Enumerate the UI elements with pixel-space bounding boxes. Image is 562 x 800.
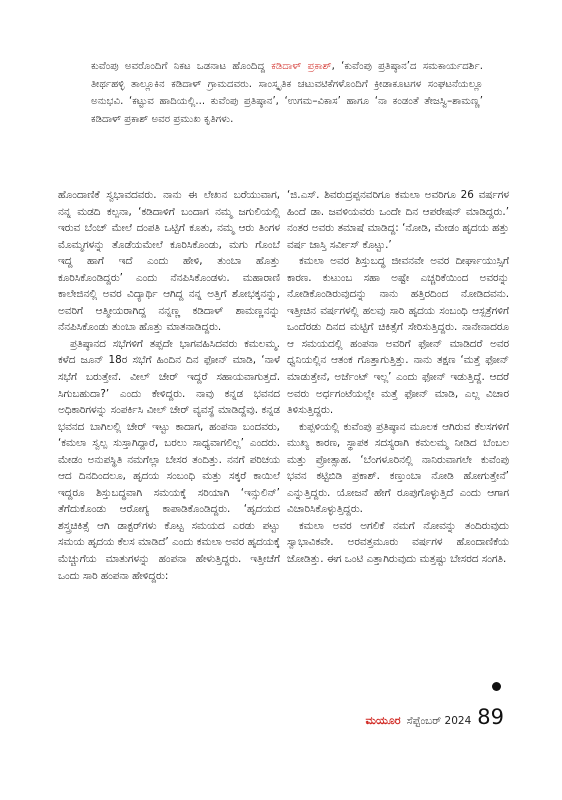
paragraph: ಹೊಂದಾಣಿಕೆ ಸ್ವಭಾವದವರು. ನಾನು ಈ ಲೇಖನ ಬರೆಯುವಾಗ, ನನ್ನ ಮಡದಿ ಕಲ್ಪನಾ, ‘ಕಡಿದಾಳಿಗೆ ಬಂದಾಗ ನಮ್ಮ ಜಗುಲಿಯಲ್ಲಿ ಇರುವ ಬೆಂಚ್ ಮೇಲೆ ದಂಪತಿ ಒಟ್ಟಿಗೆ ಕೂತು, ನಮ್ಮ ಆರು ತಿಂಗಳ ಮೊಮ್ಮಗಳನ್ನು ತೊಡೆಯಮೇಲೆ ಕೂರಿಸಿಕೊಂಡು, ಮಗು ಗೊಂಬೆ ಇದ್ದ ಹಾಗೆ ಇದೆ ಎಂದು ಹೇಳಿ, ತುಂಬಾ ಹೊತ್ತು ಕೂರಿಸಿಕೊಂಡಿದ್ದರು’ ಎಂದು ನೆನಪಿಸಿಕೊಂಡಳು. ಮಹಾರಾಣಿ ಕಾಲೇಜಿನಲ್ಲಿ ಅವರ ವಿದ್ಯಾರ್ಥಿ ಆಗಿದ್ದ ನನ್ನ ಅತ್ತಿಗೆ ಶೋಭಕ್ಕನನ್ನು, ಅವರಿಗೆ ಆತ್ಮೀಯರಾಗಿದ್ದ ನನ್ನಣ್ಣ ಕಡಿದಾಳ್ ಶಾಮಣ್ಣನನ್ನು ನೆನಪಿಸಿಕೊಂಡು ತುಂಬಾ ಹೊತ್ತು ಮಾತನಾಡಿದ್ದರು.: [58, 189, 280, 334]
end-of-article-bullet: [492, 682, 501, 691]
page-footer: [365, 705, 504, 729]
right-column: [287, 187, 509, 568]
author-name: ಕಡಿದಾಳ್ ಪ್ರಕಾಶ್: [271, 61, 332, 72]
paragraph: ಕುಪ್ಪಳಿಯಲ್ಲಿ ಕುವೆಂಪು ಪ್ರತಿಷ್ಠಾನ ಮೂಲಕ ಆಗಿರುವ ಕೆಲಸಗಳಿಗೆ ಮುಖ್ಯ ಕಾರಣ, ಸ್ಥಾಪಕ ಸದಸ್ಯರಾಗಿ ಕಮಲಮ್ಮ ನೀಡಿದ ಬೆಂಬಲ ಮತ್ತು ಪ್ರೋತ್ಸಾಹ. ‘ಬೆಂಗಳೂರಿನಲ್ಲಿ ನಾನಿರುವಾಗಲೇ ಕುವೆಂಪು ಭವನ ಕಟ್ಟಿಬಿಡಿ ಪ್ರಕಾಶ್. ಕಣ್ತುಂಬಾ ನೋಡಿ ಹೋಗುತ್ತೇನೆ’ ಎನ್ನುತ್ತಿದ್ದರು. ಯೋಜನೆ ಹೇಗೆ ರೂಪುಗೊಳ್ಳುತ್ತಿದೆ ಎಂದು ಆಗಾಗ ವಿಚಾರಿಸಿಕೊಳ್ಳುತ್ತಿದ್ದರು.: [287, 420, 509, 516]
left-column: [58, 187, 280, 584]
bio-lead: ಕುವೆಂಪು ಅವರೊಂದಿಗೆ ನಿಕಟ ಒಡನಾಟ ಹೊಂದಿದ್ದ: [91, 61, 272, 72]
paragraph: ಕಮಲಾ ಅವರ ಶಿಸ್ತುಬದ್ಧ ಜೀವನವೇ ಅವರ ದೀರ್ಘಾಯುಸ್ಸಿಗೆ ಕಾರಣ. ಕುಟುಂಬ ಸಹಾ ಅಷ್ಟೇ ಎಚ್ಚರಿಕೆಯಿಂದ ಅವರನ್ನು ನೋಡಿಕೊಂಡಿರುವುದನ್ನು ನಾನು ಹತ್ತಿರದಿಂದ ನೋಡಿದವನು. ಇತ್ತೀಚಿನ ವರ್ಷಗಳಲ್ಲಿ ಹಲವು ಸಾರಿ ಹೃದಯ ಸಂಬಂಧಿ ಆಸ್ಪತ್ರೆಗಳಿಗೆ ಒಂದೆರಡು ದಿನದ ಮಟ್ಟಿಗೆ ಚಿಕಿತ್ಸೆಗೆ ಸೇರಿಸುತ್ತಿದ್ದರು. ನಾನೇನಾದರೂ ಆ ಸಮಯದಲ್ಲಿ ಹಂಪನಾ ಅವರಿಗೆ ಫೋನ್ ಮಾಡಿದರೆ ಅವರ ಧ್ವನಿಯಲ್ಲಿನ ಆತಂಕ ಗೊತ್ತಾಗುತ್ತಿತ್ತು. ನಾನು ತಕ್ಷಣ ‘ಮತ್ತೆ ಫೋನ್ ಮಾಡುತ್ತೇನೆ, ಅರ್ಜೆಂಟ್ ಇಲ್ಲ’ ಎಂದು ಫೋನ್ ಇಡುತ್ತಿದ್ದೆ. ಆದರೆ ಅವರು ಅರ್ಧಗಂಟೆಯಲ್ಲೇ ಮತ್ತೆ ಫೋನ್ ಮಾಡಿ, ಎಲ್ಲ ವಿಚಾರ ತಿಳಿಸುತ್ತಿದ್ದರು.: [287, 255, 509, 417]
paragraph: ‘ಜಿ.ಎಸ್. ಶಿವರುದ್ರಪ್ಪನವರಿಗೂ ಕಮಲಾ ಅವರಿಗೂ 26 ವರ್ಷಗಳ ಹಿಂದೆ ಡಾ. ಜವಳಿಯವರು ಒಂದೇ ದಿನ ಆಪರೇಷನ್ ಮಾಡಿದ್ದರು.’ ನಂತರ ಅವರು ತಮಾಷೆ ಮಾಡಿದ್ದ: ‘ನೋಡಿ, ಮೇಡಂ ಹೃದಯ ಹತ್ತು ವರ್ಷ ಜಾಸ್ತಿ ಸರ್ವೀಸ್ ಕೊಟ್ಟು.’: [287, 189, 509, 251]
paragraph: ಪ್ರತಿಷ್ಠಾನದ ಸಭೆಗಳಿಗೆ ತಪ್ಪದೇ ಭಾಗವಹಿಸಿದವರು ಕಮಲಮ್ಮ. ಕಳೆದ ಜೂನ್ 18ರ ಸಭೆಗೆ ಹಿಂದಿನ ದಿನ ಫೋನ್ ಮಾಡಿ, ‘ನಾಳೆ ಸಭೆಗೆ ಬರುತ್ತೇನೆ. ವೀಲ್ ಚೇರ್ ಇದ್ದರೆ ಸಹಾಯವಾಗುತ್ತದೆ. ಸಿಗುಬಹುದಾ?’ ಎಂದು ಕೇಳಿದ್ದರು. ನಾವು ಕನ್ನಡ ಭವನದ ಅಧಿಕಾರಿಗಳನ್ನು ಸಂಪರ್ಕಿಸಿ ವೀಲ್ ಚೇರ್ ವ್ಯವಸ್ಥೆ ಮಾಡಿದ್ದೆವು. ಕನ್ನಡ ಭವನದ ಬಾಗಿಲಲ್ಲಿ ಚೇರ್ ಇಟ್ಟು ಕಾದಾಗ, ಹಂಪನಾ ಬಂದವರು, ‘ಕಮಲಾ ಸ್ವಲ್ಪ ಸುಸ್ತಾಗಿದ್ದಾರೆ, ಬರಲು ಸಾಧ್ಯವಾಗಲಿಲ್ಲ’ ಎಂದರು. ಮೇಡಂ ಅನುಪಸ್ಥಿತಿ ನಮಗೆಲ್ಲಾ ಬೇಸರ ತಂದಿತ್ತು. ನನಗೆ ಪರಿಚಯ ಆದ ದಿನದಿಂದಲೂ, ಹೃದಯ ಸಂಬಂಧಿ ಮತ್ತು ಸಕ್ಕರೆ ಕಾಯಿಲೆ ಇದ್ದರೂ ಶಿಸ್ತುಬದ್ಧವಾಗಿ ಸಮಯಕ್ಕೆ ಸರಿಯಾಗಿ ‘ಇನ್ಸುಲಿನ್’ ತೆಗೆದುಕೊಂಡು ಆರೋಗ್ಯ ಕಾಪಾಡಿಕೊಂಡಿದ್ದರು. ‘ಹೃದಯದ ಶಸ್ತ್ರಚಿಕಿತ್ಸೆ ಆಗಿ ಡಾಕ್ಟರ್‌ಗಳು ಕೊಟ್ಟ ಸಮಯದ ಎರಡು ಪಟ್ಟು ಸಮಯ ಹೃದಯ ಕೆಲಸ ಮಾಡಿದೆ’ ಎಂದು ಕಮಲಾ ಅವರ ಹೃದಯಕ್ಕೆ ಮೆಚ್ಚುಗೆಯ ಮಾತುಗಳನ್ನು ಹಂಪನಾ ಹೇಳುತ್ತಿದ್ದರು. ಇತ್ತೀಚೆಗೆ ಒಂದು ಸಾರಿ ಹಂಪನಾ ಹೇಳಿದ್ದರು:: [58, 337, 280, 582]
author-bio: [91, 58, 483, 128]
page-number: 89: [477, 705, 504, 729]
magazine-name: ಮಯೂರ: [365, 714, 401, 727]
issue-date: ಸೆಪ್ಟೆಂಬರ್ 2024: [406, 715, 472, 727]
paragraph: ಕಮಲಾ ಅವರ ಅಗಲಿಕೆ ನಮಗೆ ನೋವನ್ನು ತಂದಿರುವುದು ಸ್ವಾಭಾವಿಕವೇ. ಅರವತ್ತಮೂರು ವರ್ಷಗಳ ಹೊಂದಾಣಿಕೆಯ ಜೋಡಿತ್ತು. ಈಗ ಒಂಟಿ ಎತ್ತಾಗಿರುವುದು ಮತ್ತಷ್ಟು ಬೇಸರದ ಸಂಗತಿ.: [287, 519, 509, 566]
bio-text: , ‘ಕುವೆಂಪು ಪ್ರತಿಷ್ಠಾನ’ದ ಸಮಕಾರ್ಯದರ್ಶಿ. ತೀರ್ಥಹಳ್ಳಿ ತಾಲ್ಲೂಕಿನ ಕಡಿದಾಳ್ ಗ್ರಾಮದವರು. ಸಾಂಸ್ಕೃತಿಕ ಚಟುವಟಿಕೆಗಳೊಂದಿಗೆ ಕ್ರೀಡಾಕೂಟಗಳ ಸಂಘಟನೆಯಲ್ಲೂ ಅನುಭವಿ. ‘ಕಟ್ಟುವ ಹಾದಿಯಲ್ಲಿ... ಕುವೆಂಪು ಪ್ರತಿಷ್ಠಾನ’, ‘ಉಗಮ–ವಿಕಾಸ’ ಹಾಗೂ ‘ನಾ ಕಂಡಂತೆ ತೇಜಸ್ವಿ–ಶಾಮಣ್ಣ’ ಕಡಿದಾಳ್ ಪ್ರಕಾಶ್ ಅವರ ಪ್ರಮುಖ ಕೃತಿಗಳು.: [91, 61, 483, 125]
